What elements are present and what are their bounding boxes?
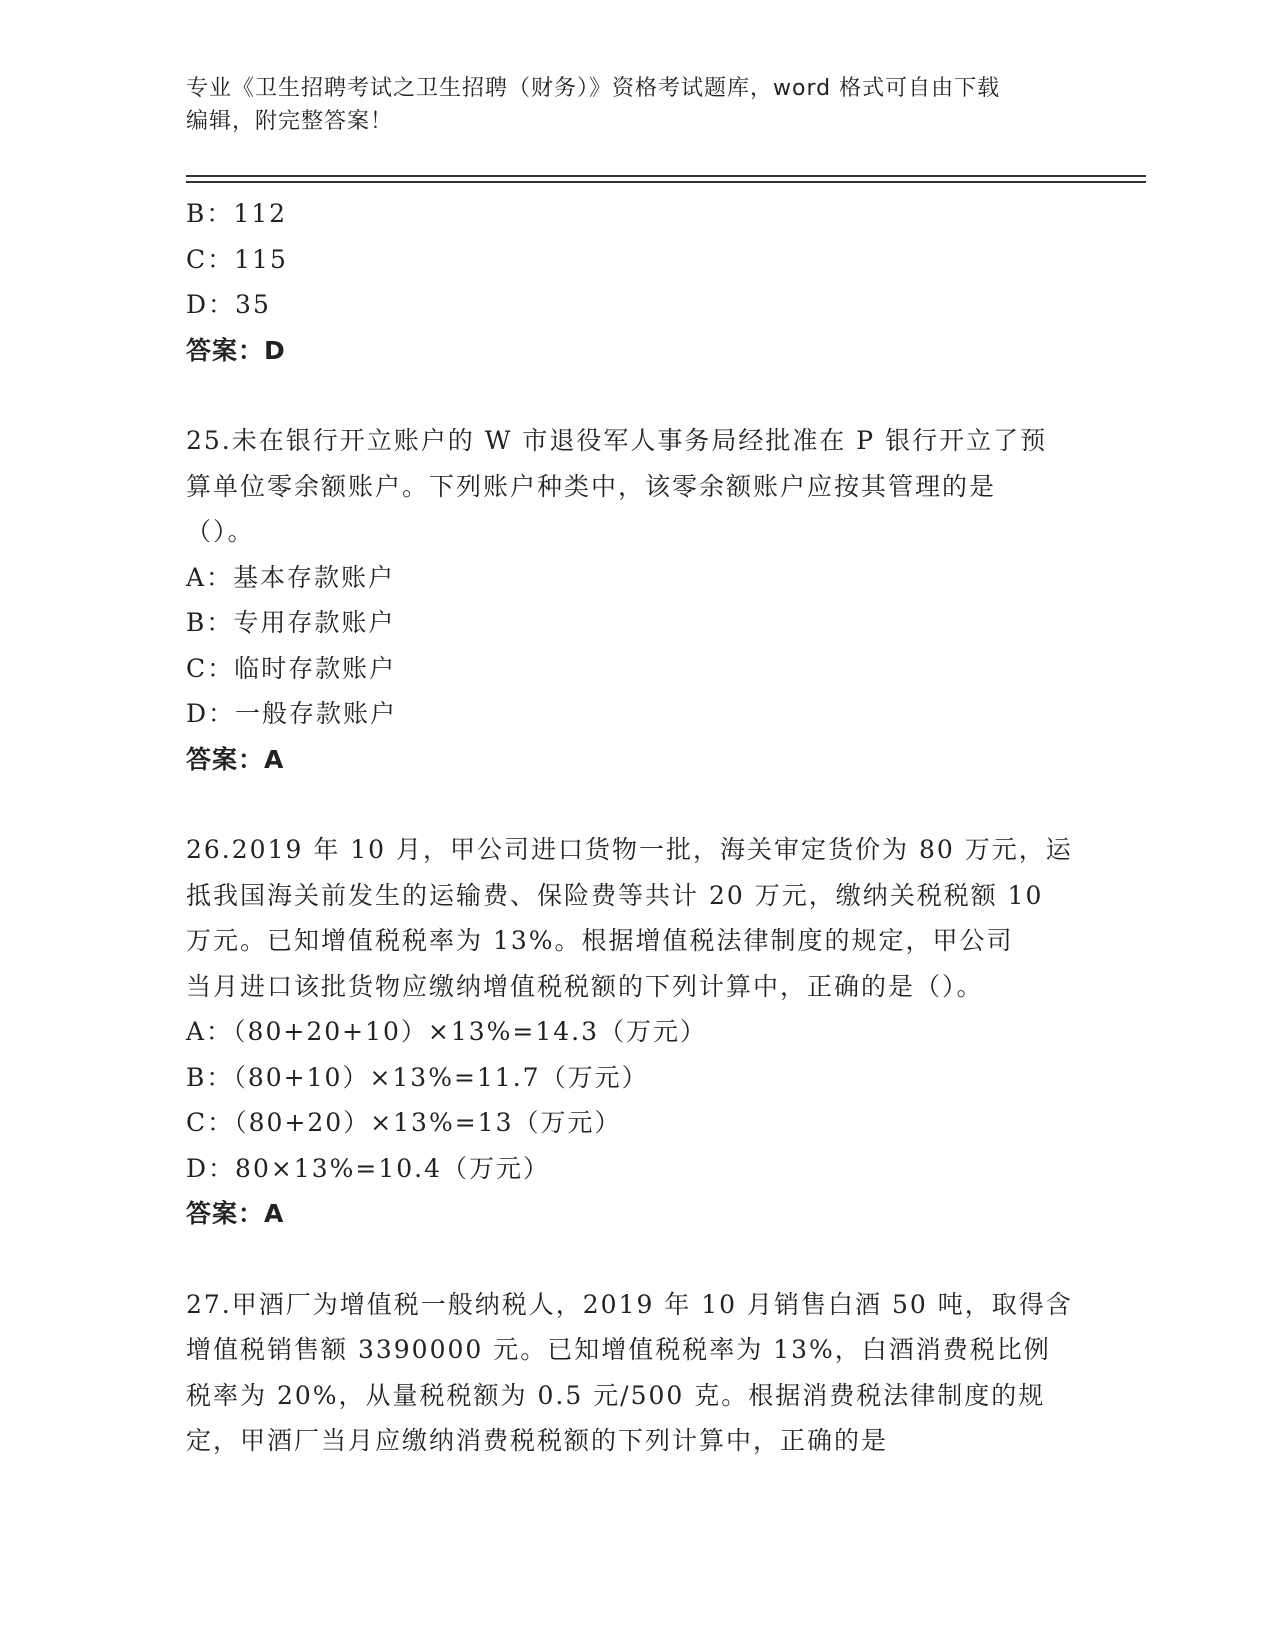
question-26 bbox=[186, 827, 1086, 1237]
option-a: A：（80+20+10）×13%=14.3（万元） bbox=[186, 1017, 708, 1046]
question-24 bbox=[186, 191, 1086, 373]
question-stem-line: 增值税销售额 3390000 元。已知增值税税率为 13%，白酒消费税比例 bbox=[186, 1335, 1051, 1364]
document-header bbox=[186, 72, 1066, 138]
header-divider-top bbox=[186, 175, 1146, 177]
header-line-2: 编辑，附完整答案！ bbox=[186, 109, 394, 134]
question-stem-line: 定，甲酒厂当月应缴纳消费税税额的下列计算中，正确的是 bbox=[186, 1426, 889, 1455]
question-stem-line: 当月进口该批货物应缴纳增值税税额的下列计算中，正确的是（）。 bbox=[186, 971, 984, 1001]
option-c: C：（80+20）×13%=13（万元） bbox=[186, 1108, 622, 1137]
spacer bbox=[186, 782, 1086, 827]
question-25 bbox=[186, 418, 1086, 782]
answer-line: 答案：A bbox=[186, 744, 285, 774]
header-divider-bottom bbox=[186, 181, 1146, 183]
header-line-1: 专业《卫生招聘考试之卫生招聘（财务）》资格考试题库，word 格式可自由下载 bbox=[186, 76, 1001, 101]
option-d: D：一般存款账户 bbox=[186, 699, 398, 728]
question-stem-line: 26.2019 年 10 月，甲公司进口货物一批，海关审定货价为 80 万元，运 bbox=[186, 835, 1073, 864]
answer-line: 答案：D bbox=[186, 335, 286, 365]
option-b: B：专用存款账户 bbox=[186, 608, 396, 637]
question-content bbox=[186, 191, 1086, 1464]
spacer bbox=[186, 373, 1086, 418]
question-stem-line: 25.未在银行开立账户的 W 市退役军人事务局经批准在 P 银行开立了预 bbox=[186, 426, 1048, 455]
option-c: C：115 bbox=[186, 244, 288, 274]
question-stem-line: 27.甲酒厂为增值税一般纳税人，2019 年 10 月销售白酒 50 吨，取得含 bbox=[186, 1289, 1073, 1319]
question-stem-line: 抵我国海关前发生的运输费、保险费等共计 20 万元，缴纳关税税额 10 bbox=[186, 880, 1044, 910]
question-stem-line: 税率为 20%，从量税税额为 0.5 元/500 克。根据消费税法律制度的规 bbox=[186, 1380, 1046, 1410]
option-c: C：临时存款账户 bbox=[186, 653, 397, 683]
option-d: D：80×13%=10.4（万元） bbox=[186, 1153, 550, 1183]
spacer bbox=[186, 1237, 1086, 1282]
option-a: A：基本存款账户 bbox=[186, 562, 396, 592]
question-27 bbox=[186, 1282, 1086, 1464]
question-stem-line: 万元。已知增值税税率为 13%。根据增值税法律制度的规定，甲公司 bbox=[186, 926, 1014, 955]
option-b: B：（80+10）×13%=11.7（万元） bbox=[186, 1062, 649, 1092]
answer-line: 答案：A bbox=[186, 1199, 285, 1228]
question-stem-line: 算单位零余额账户。下列账户种类中，该零余额账户应按其管理的是 bbox=[186, 471, 997, 501]
option-d: D：35 bbox=[186, 290, 271, 319]
option-b: B：112 bbox=[186, 199, 288, 228]
question-stem-line: （）。 bbox=[186, 517, 255, 546]
